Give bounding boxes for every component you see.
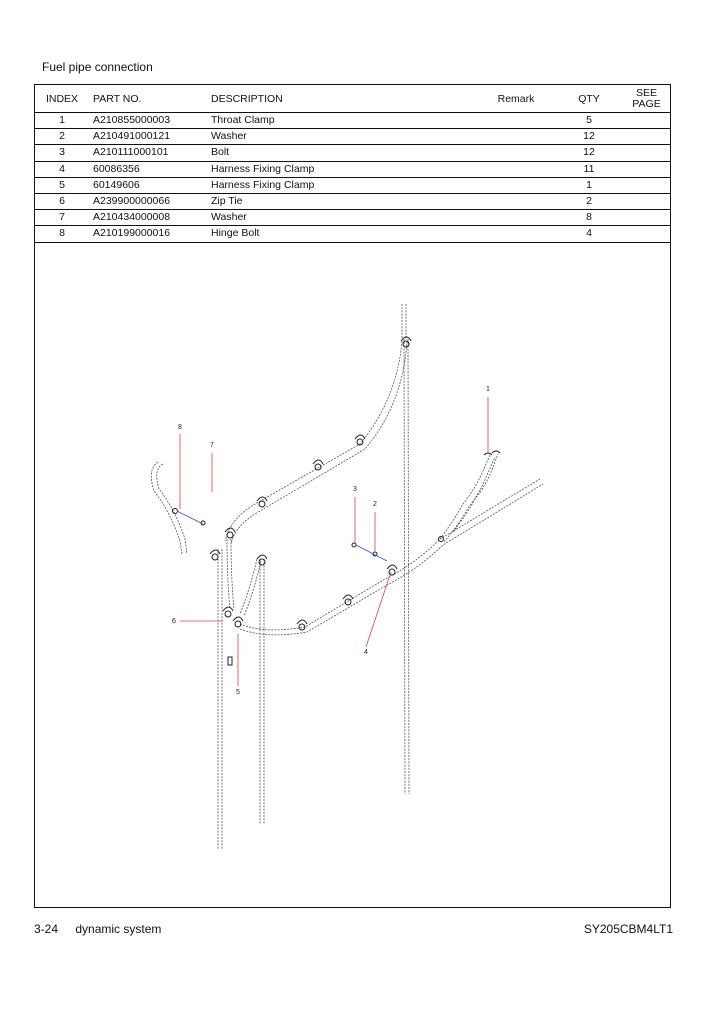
cell-remark	[477, 210, 555, 226]
callout-5: 5	[236, 689, 240, 696]
callout-4: 4	[364, 649, 368, 656]
table-row	[35, 177, 670, 193]
cell-part-no: 60149606	[89, 177, 207, 193]
cell-part-no: A210111000101	[89, 145, 207, 161]
cell-see-page	[623, 210, 670, 226]
cell-part-no: 60086356	[89, 161, 207, 177]
cell-part-no: A210199000016	[89, 226, 207, 242]
cell-index: 3	[35, 145, 89, 161]
cell-qty: 12	[555, 129, 623, 145]
fuel-pipe-drawing	[35, 249, 669, 905]
parts-table	[35, 85, 670, 243]
cell-description: Harness Fixing Clamp	[207, 177, 477, 193]
cell-remark	[477, 145, 555, 161]
table-header-row	[35, 85, 670, 113]
cell-qty: 1	[555, 177, 623, 193]
cell-qty: 2	[555, 193, 623, 209]
cell-index: 2	[35, 129, 89, 145]
cell-remark	[477, 177, 555, 193]
cell-qty: 8	[555, 210, 623, 226]
cell-part-no: A210491000121	[89, 129, 207, 145]
table-row	[35, 129, 670, 145]
callout-7: 7	[210, 442, 214, 449]
cell-part-no: A210855000003	[89, 113, 207, 129]
table-row	[35, 210, 670, 226]
cell-remark	[477, 193, 555, 209]
cell-qty: 11	[555, 161, 623, 177]
cell-qty: 12	[555, 145, 623, 161]
col-index-header: INDEX	[35, 85, 89, 113]
cell-index: 7	[35, 210, 89, 226]
table-row	[35, 161, 670, 177]
callout-3: 3	[353, 486, 357, 493]
callout-2: 2	[373, 501, 377, 508]
cell-qty: 4	[555, 226, 623, 242]
col-description-header: DESCRIPTION	[207, 85, 477, 113]
col-qty-header: QTY	[555, 85, 623, 113]
cell-description: Throat Clamp	[207, 113, 477, 129]
cell-description: Hinge Bolt	[207, 226, 477, 242]
table-row	[35, 226, 670, 242]
cell-index: 1	[35, 113, 89, 129]
cell-remark	[477, 113, 555, 129]
cell-part-no: A210434000008	[89, 210, 207, 226]
table-row	[35, 145, 670, 161]
cell-index: 4	[35, 161, 89, 177]
cell-see-page	[623, 161, 670, 177]
cell-part-no: A239900000066	[89, 193, 207, 209]
page-title: Fuel pipe connection	[42, 60, 153, 74]
cell-description: Bolt	[207, 145, 477, 161]
cell-description: Harness Fixing Clamp	[207, 161, 477, 177]
see-page-label: SEE PAGE	[632, 86, 661, 110]
table-row	[35, 193, 670, 209]
cell-see-page	[623, 129, 670, 145]
parts-frame	[34, 84, 671, 908]
cell-see-page	[623, 193, 670, 209]
cell-see-page	[623, 177, 670, 193]
model-code: SY205CBM4LT1	[583, 922, 673, 936]
cell-see-page	[623, 113, 670, 129]
callout-1: 1	[486, 386, 490, 393]
callout-8: 8	[178, 424, 182, 431]
cell-description: Zip Tie	[207, 193, 477, 209]
footer-left	[34, 922, 161, 936]
page-number: 3-24	[34, 922, 59, 936]
cell-description: Washer	[207, 210, 477, 226]
cell-remark	[477, 226, 555, 242]
section-name: dynamic system	[75, 922, 162, 936]
table-row	[35, 113, 670, 129]
cell-see-page	[623, 226, 670, 242]
cell-remark	[477, 129, 555, 145]
col-remark-header: Remark	[477, 85, 555, 113]
cell-index: 8	[35, 226, 89, 242]
callout-6: 6	[172, 618, 176, 625]
cell-remark	[477, 161, 555, 177]
col-see-page-header	[623, 85, 670, 113]
parts-table-body	[35, 113, 670, 243]
cell-description: Washer	[207, 129, 477, 145]
col-part-no-header: PART NO.	[89, 85, 207, 113]
cell-index: 6	[35, 193, 89, 209]
cell-index: 5	[35, 177, 89, 193]
cell-see-page	[623, 145, 670, 161]
cell-qty: 5	[555, 113, 623, 129]
